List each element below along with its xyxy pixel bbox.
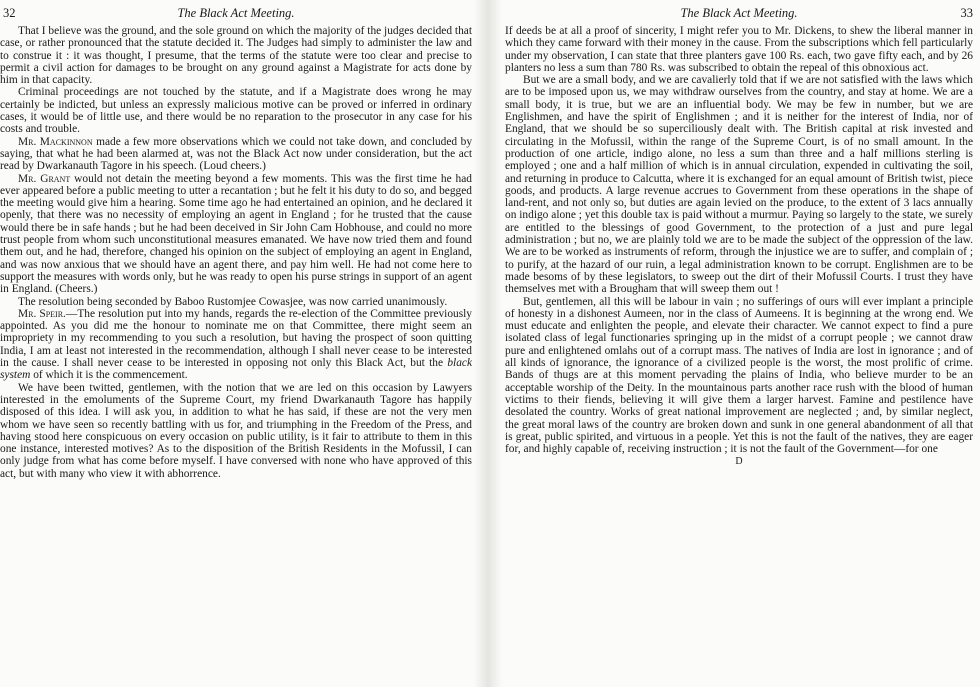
paragraph: Criminal proceedings are not touched by the statute, and if a Magistrate does wrong he may certainly be indicted, but unless an expressly malicious motive can be proved or inferred in ordinary cases, it would be of little use, and there would be no reparation to the prosecutor in any case for his costs and trouble. [0,86,472,136]
right-page-header [505,6,973,22]
paragraph: But we are a small body, and we are cavalierly told that if we are not satisfied with the laws which are to be imposed upon us, we may withdraw ourselves from the country, and stay at home. We are a small body, it is true, but we are an influential body. We may be few in number, but we are Englishmen, and have the spirit of Englishmen ; and it is neither for the interest of India, nor of England, that we should be so superciliously dealt with. The British capital at risk invested and circulating in the Mofussil, within the range of the Supreme Court, is of no small amount. In the production of one article, indigo alone, no less a sum than three and a half millions sterling is employed ; one and a half million of which is in annual circulation, expended in cultivating the soil, and returning in produce to Calcutta, where it is exchanged for an equal amount of British twist, piece goods, and products. A large revenue accrues to Government from these operations in the shape of land-rent, and not only so, but duties are again levied on the produce, to the extent of 3 lacs annually on indigo alone ; yet this double tax is paid without a murmur. Paying so largely to the state, we surely are entitled to the blessings of good Government, to the protection of a just and pure legal administration ; but no, we are plainly told we are to be made the subject of the oppression of the law. We are to be worked as instruments of reform, through the injustice we are to suffer, and complain of ; to purify, at the hazard of our ruin, a legal administration known to be corrupt. Englishmen are to be made besoms of by these legislators, to sweep out the dirt of their Mofussil Courts. I trust they have themselves met with a Brougham that will sweep them out ! [505,74,973,296]
paragraph: Mr. Mackinnon made a few more observations which we could not take down, and concluded by saying, that what he had been alarmed at, was not the Black Act now under consideration, but the act read by Dwarkanauth Tagore in his speech. (Loud cheers.) [0,135,472,173]
left-page-header [0,6,472,22]
paragraph: Mr. Grant would not detain the meeting beyond a few moments. This was the first time he had ever appeared before a public meeting to utter a recantation ; but he felt it his duty to do so, and begged the meeting would give him a hearing. Some time ago he had entertained an opinion, and he declared it openly, that there was no necessity of employing an agent in England ; for he trusted that the cause would there be in safe hands ; but he had been deceived in Sir John Cam Hobhouse, and could no more trust people from whom such unconstitutional measures emanated. We have now tried them and found them out, and he had, therefore, changed his opinion on the subject of employing an agent in England, and was now anxious that we should have an agent there, and pay him well. He had not come here to support the measures with words only, but he was ready to open his purse strings in support of an agent in England. (Cheers.) [0,172,472,296]
left-page [0,0,472,687]
right-page [505,0,973,687]
right-page-number: 33 [960,6,973,20]
speaker-name: Mr. Grant [18,172,71,185]
left-running-title: The Black Act Meeting. [177,6,295,20]
right-running-title: The Black Act Meeting. [680,6,798,20]
paragraph: But, gentlemen, all this will be labour in vain ; no sufferings of ours will ever implant a principle of honesty in a dishonest Aumeen, nor in the class of Aumeens. It is beginning at the wrong end. We must educate and enlighten the people, and elevate their character. We cannot expect to find a pure isolated class of legal functionaries springing up in the midst of a corrupt people ; we cannot draw pure and enlightened omlahs out of a corrupt mass. The natives of India are lost in ignorance ; and of all kinds of ignorance, the ignorance of a civilized people is the worst, the most prolific of crime. Bands of thugs are at this moment pervading the plains of India, who believe murder to be an acceptable worship of the Deity. In the mountainous parts another race rush with the blood of human victims to their fiends, believing it will give them a larger harvest. Famine and pestilence have desolated the country. Works of great national improvement are neglected ; and, by similar neglect, the great moral laws of the country are broken down and sunk in one general abandonment of all that is great, public spirited, and virtuous in a people. Yet this is not the fault of the natives, they are eager for, and highly capable of, receiving instruction ; it is not the fault of the Government—for one [505,295,973,456]
signature-mark: D [735,456,743,468]
right-page-body [505,25,973,687]
speaker-name: Mr. Speir. [18,307,66,320]
paragraph: The resolution being seconded by Baboo Rustomjee Cowasjee, was now carried unanimously. [18,295,448,308]
emphasis: black system [0,357,472,382]
left-page-number: 32 [3,6,16,20]
paragraph: We have been twitted, gentlemen, with the notion that we are led on this occasion by Lawyers interested in the emoluments of the Supreme Court, my friend Dwarkanauth Tagore has happily disposed of this idea. I will ask you, in addition to what he has said, if these are not the very men whom we have seen so recently battling with us for, and triumphing in the Freedom of the Press, and having stood here conspicuous on every occasion on public utility, is it fair to attribute to them in this one instance, interested motives? As to the disposition of the British Residents in the Mofussil, I can only judge from what has come before myself. I have conversed with none who have approved of this act, but with many who view it with abhorrence. [0,381,472,480]
paragraph: Mr. Speir.—The resolution put into my hands, regards the re-election of the Committee previously appointed. As you did me the honour to nominate me on that Committee, there might seem an impropriety in my recommending to you such a resolution, but having the prospect of soon quitting India, I am at least not interested in the recommendation, although I shall never cease to be interested in the cause. I shall never cease to be interested in opposing not only this Black Act, but the black system of which it is the commencement. [0,307,472,382]
paragraph: That I believe was the ground, and the sole ground on which the majority of the judges decided that case, or rather pronounced that the statute decided it. The Judges had simply to administer the law and to construe it : it was thought, I presume, that the terms of the statute were too clear and precise to permit a civil action for damages to be brought on any ground against a Magistrate for acts done by him in that capacity. [0,25,472,87]
left-page-body [0,25,472,687]
paragraph: If deeds be at all a proof of sincerity, I might refer you to Mr. Dickens, to shew the liberal manner in which they came forward with their money in the cause. From the subscriptions which fell particularly under my observation, I can state that three planters gave 100 Rs. each, two gave fifty each, and by 26 planters no less a sum than 780 Rs. was subscribed to obtain the repeal of this obnoxious act. [505,25,973,74]
book-gutter [474,0,502,687]
speaker-name: Mr. Mackinnon [18,135,93,148]
